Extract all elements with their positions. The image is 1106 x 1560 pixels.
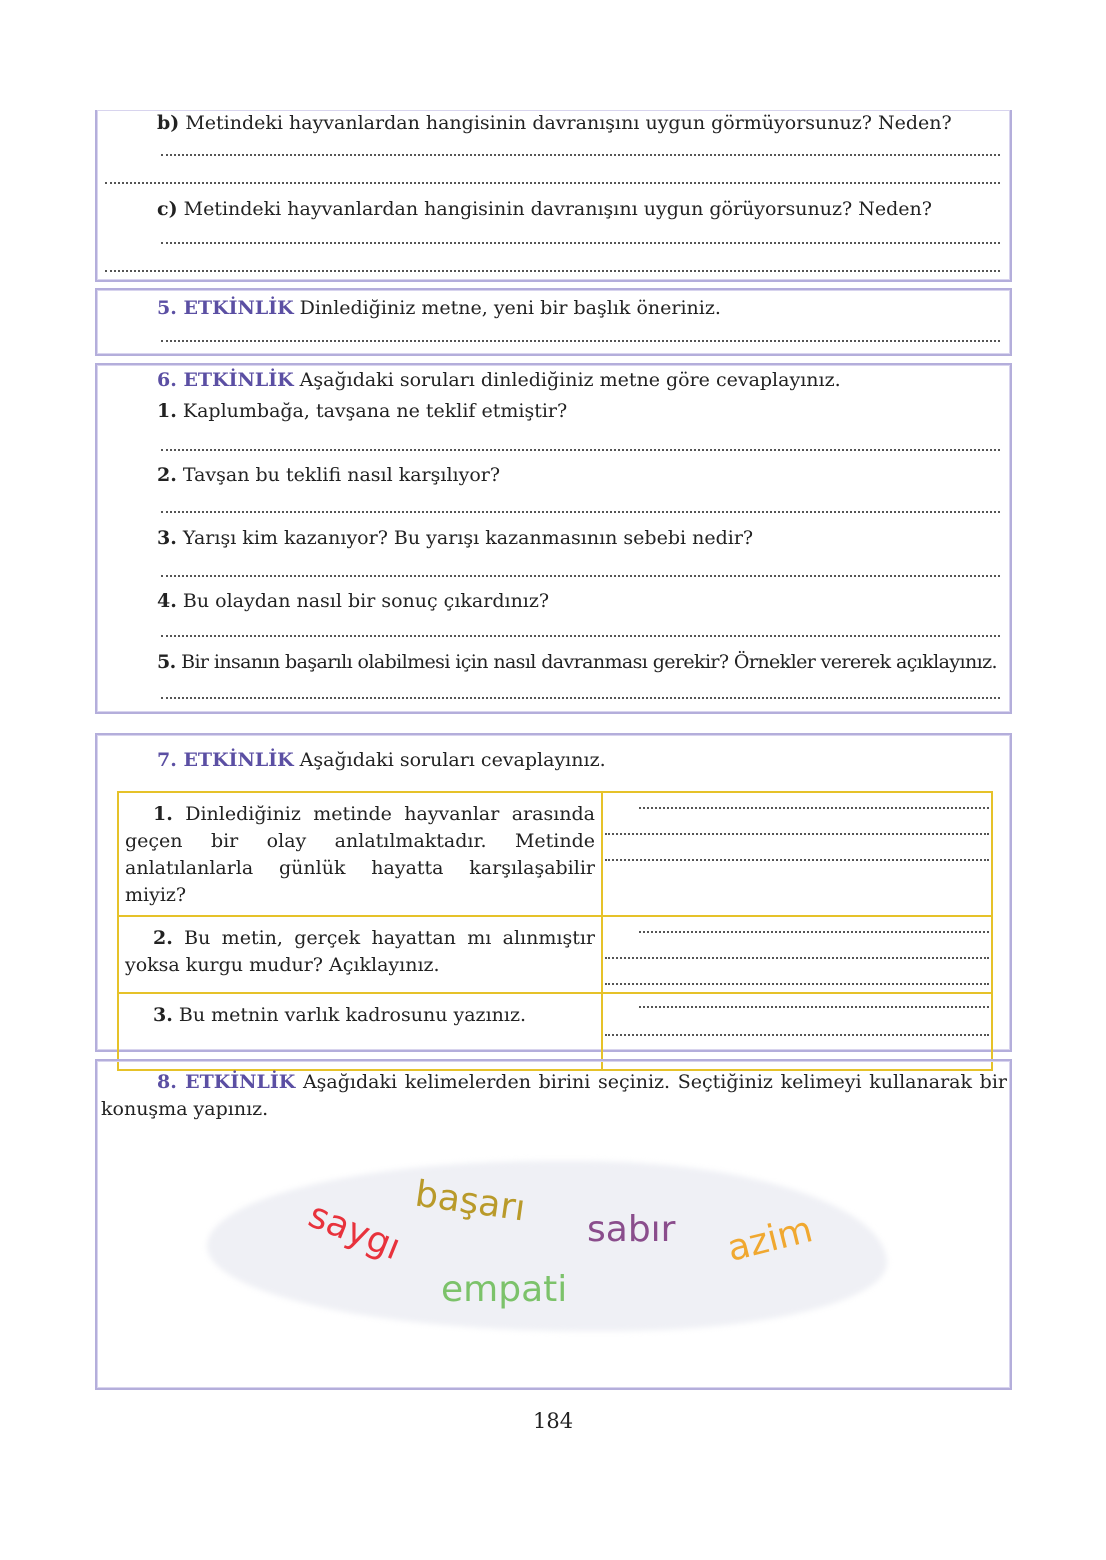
word-sabir[interactable]: sabır <box>587 1209 676 1250</box>
question-table <box>117 791 993 1071</box>
q-text: Bu olaydan nasıl bir sonuç çıkardınız? <box>182 590 550 612</box>
q-num: 3. <box>153 1004 173 1026</box>
q-text: Dinlediğiniz metinde hayvanlar arasında geçen bir olay anlatılmaktadır. Metinde anlatılanlarla günlük hayatta karşılaşabilir miyiz? <box>125 803 595 906</box>
answer-line[interactable] <box>161 575 1000 577</box>
question-c-text: Metindeki hayvanlardan hangisinin davranışını uygun görüyorsunuz? Neden? <box>183 198 932 220</box>
table-answer[interactable] <box>602 916 992 993</box>
word-basari[interactable]: başarı <box>412 1173 528 1230</box>
word-saygi[interactable]: saygı <box>302 1194 407 1269</box>
answer-line[interactable] <box>161 340 1000 342</box>
activity-8-heading: 8. ETKİNLİK <box>157 1071 296 1093</box>
q-text: Bu metin, gerçek hayattan mı alınmıştır yoksa kurgu mudur? Açıklayınız. <box>125 927 595 976</box>
answer-line[interactable] <box>605 983 989 985</box>
q-text: Bir insanın başarılı olabilmesi için nasıl davranması gerekir? Örnekler vererek açıklayınız. <box>181 651 997 673</box>
q-num: 2. <box>153 927 173 949</box>
answer-line[interactable] <box>161 154 1000 156</box>
question-4 <box>157 590 549 612</box>
page-number: 184 <box>533 1409 574 1433</box>
answer-line[interactable] <box>161 242 1000 244</box>
activity-8-text: Aşağıdaki kelimelerden birini seçiniz. Seçtiğiniz kelimeyi kullanarak bir konuşma yapınız. <box>101 1071 1007 1120</box>
q-num: 3. <box>157 527 177 549</box>
question-3 <box>157 527 753 549</box>
q-text: Yarışı kim kazanıyor? Bu yarışı kazanmasının sebebi nedir? <box>182 527 754 549</box>
table-question <box>118 916 602 993</box>
table-question <box>118 792 602 916</box>
answer-line[interactable] <box>161 511 1000 513</box>
question-c <box>157 198 932 220</box>
activity-6-text: Aşağıdaki soruları dinlediğiniz metne göre cevaplayınız. <box>299 369 841 391</box>
answer-line[interactable] <box>605 1034 989 1036</box>
table-row <box>118 916 992 993</box>
answer-line[interactable] <box>639 931 989 933</box>
table-answer[interactable] <box>602 792 992 916</box>
answer-line[interactable] <box>105 270 1000 272</box>
question-b-text: Metindeki hayvanlardan hangisinin davranışını uygun görmüyorsunuz? Neden? <box>185 112 952 134</box>
answer-line[interactable] <box>605 859 989 861</box>
activity-7 <box>95 733 1012 1052</box>
activity-5-heading: 5. ETKİNLİK <box>157 297 294 319</box>
answer-line[interactable] <box>639 1006 989 1008</box>
activity-7-text: Aşağıdaki soruları cevaplayınız. <box>299 749 606 771</box>
word-empati[interactable]: empati <box>441 1269 568 1310</box>
q-text: Bu metnin varlık kadrosunu yazınız. <box>178 1004 527 1026</box>
section-questions-bc <box>95 110 1012 282</box>
activity-5 <box>95 288 1012 356</box>
q-text: Tavşan bu teklifi nasıl karşılıyor? <box>182 464 501 486</box>
activity-5-text: Dinlediğiniz metne, yeni bir başlık öneriniz. <box>299 297 721 319</box>
answer-line[interactable] <box>161 449 1000 451</box>
answer-line[interactable] <box>105 182 1000 184</box>
answer-line[interactable] <box>639 807 989 809</box>
word-azim[interactable]: azim <box>723 1209 817 1270</box>
q-text: Kaplumbağa, tavşana ne teklif etmiştir? <box>182 400 568 422</box>
answer-line[interactable] <box>605 957 989 959</box>
answer-line[interactable] <box>161 635 1000 637</box>
question-b <box>157 112 952 134</box>
activity-6 <box>95 363 1012 714</box>
label-b: b) <box>157 112 180 134</box>
q-num: 1. <box>153 803 173 825</box>
question-5 <box>157 651 997 673</box>
q-num: 5. <box>157 651 176 673</box>
answer-line[interactable] <box>605 833 989 835</box>
question-2 <box>157 464 500 486</box>
label-c: c) <box>157 198 178 220</box>
answer-line[interactable] <box>161 697 1000 699</box>
q-num: 1. <box>157 400 177 422</box>
q-num: 4. <box>157 590 177 612</box>
table-row <box>118 792 992 916</box>
q-num: 2. <box>157 464 177 486</box>
activity-8 <box>95 1059 1012 1390</box>
activity-6-heading: 6. ETKİNLİK <box>157 369 294 391</box>
question-1 <box>157 400 567 422</box>
activity-7-heading: 7. ETKİNLİK <box>157 749 294 771</box>
